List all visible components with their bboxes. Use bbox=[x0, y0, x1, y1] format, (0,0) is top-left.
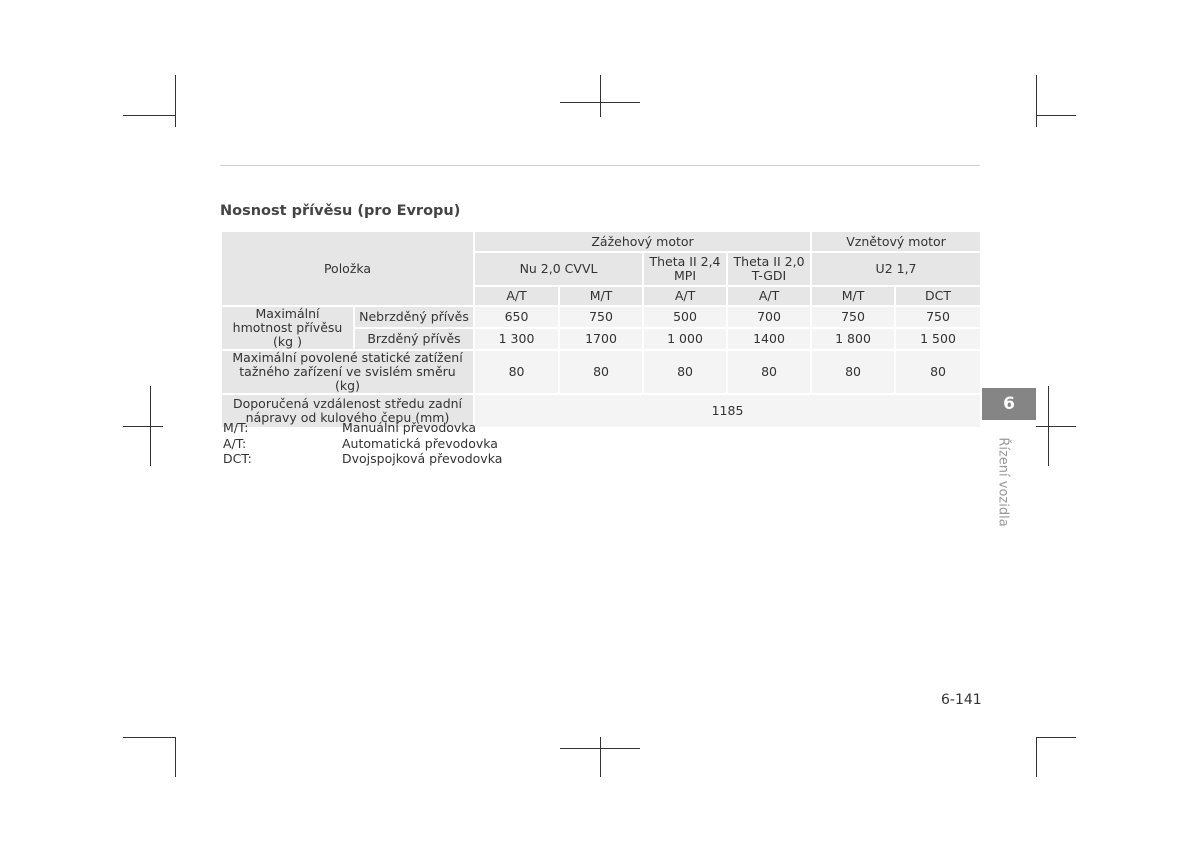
transmission-cell: A/T bbox=[643, 286, 727, 306]
legend-item bbox=[223, 436, 502, 452]
braked-label: Brzděný přívěs bbox=[354, 328, 474, 350]
chapter-title: Řízení vozidla bbox=[995, 437, 1011, 527]
distance-label: Doporučená vzdálenost středu zadní nápravy od kulového čepu (mm) bbox=[221, 394, 474, 428]
transmission-cell: M/T bbox=[811, 286, 895, 306]
legend-value: Manuální převodovka bbox=[342, 420, 476, 435]
page-number: 6-141 bbox=[941, 692, 982, 708]
static-load-label: Maximální povolené statické zatížení tažného zařízení ve svislém směru (kg) bbox=[221, 350, 474, 394]
abbreviation-legend bbox=[223, 420, 502, 467]
table-cell: 1 000 bbox=[643, 328, 727, 350]
legend-item bbox=[223, 420, 502, 436]
legend-key: A/T: bbox=[223, 435, 247, 451]
table-cell: 80 bbox=[895, 350, 981, 394]
table-row bbox=[221, 306, 981, 328]
transmission-cell: A/T bbox=[727, 286, 811, 306]
engine-u2-1-7: U2 1,7 bbox=[811, 252, 981, 286]
table-cell: 1700 bbox=[559, 328, 643, 350]
legend-value: Dvojspojková převodovka bbox=[342, 451, 503, 466]
transmission-cell: A/T bbox=[474, 286, 559, 306]
unbraked-label: Nebrzděný přívěs bbox=[354, 306, 474, 328]
table-cell: 1 300 bbox=[474, 328, 559, 350]
legend-value: Automatická převodovka bbox=[342, 435, 498, 451]
header-petrol-engine: Zážehový motor bbox=[474, 231, 811, 252]
table-cell: 500 bbox=[643, 306, 727, 328]
engine-theta-2-4-mpi: Theta II 2,4 MPI bbox=[643, 252, 727, 286]
table-cell: 80 bbox=[811, 350, 895, 394]
table-cell: 750 bbox=[895, 306, 981, 328]
table-cell: 80 bbox=[643, 350, 727, 394]
section-title: Nosnost přívěsu (pro Evropu) bbox=[220, 203, 461, 219]
table-cell: 80 bbox=[727, 350, 811, 394]
table-cell: 750 bbox=[559, 306, 643, 328]
table-cell: 650 bbox=[474, 306, 559, 328]
max-weight-label: Maximální hmotnost přívěsu (kg ) bbox=[221, 306, 354, 350]
legend-key: DCT: bbox=[223, 451, 252, 466]
engine-nu-2-0-cvvl: Nu 2,0 CVVL bbox=[474, 252, 643, 286]
chapter-number-tab: 6 bbox=[982, 388, 1036, 420]
table-cell: 80 bbox=[559, 350, 643, 394]
header-item: Položka bbox=[221, 231, 474, 306]
transmission-cell: M/T bbox=[559, 286, 643, 306]
towing-capacity-table bbox=[220, 230, 982, 429]
legend-key: M/T: bbox=[223, 420, 249, 435]
table-cell: 750 bbox=[811, 306, 895, 328]
table-header-row bbox=[221, 231, 981, 252]
transmission-cell: DCT bbox=[895, 286, 981, 306]
table-cell: 1 800 bbox=[811, 328, 895, 350]
table-cell: 1 500 bbox=[895, 328, 981, 350]
legend-item bbox=[223, 451, 502, 467]
distance-value: 1185 bbox=[474, 394, 981, 428]
table-row bbox=[221, 350, 981, 394]
table-cell: 1400 bbox=[727, 328, 811, 350]
table-cell: 80 bbox=[474, 350, 559, 394]
header-diesel-engine: Vznětový motor bbox=[811, 231, 981, 252]
header-rule bbox=[220, 165, 980, 166]
engine-theta-2-0-tgdi: Theta II 2,0 T-GDI bbox=[727, 252, 811, 286]
table-cell: 700 bbox=[727, 306, 811, 328]
